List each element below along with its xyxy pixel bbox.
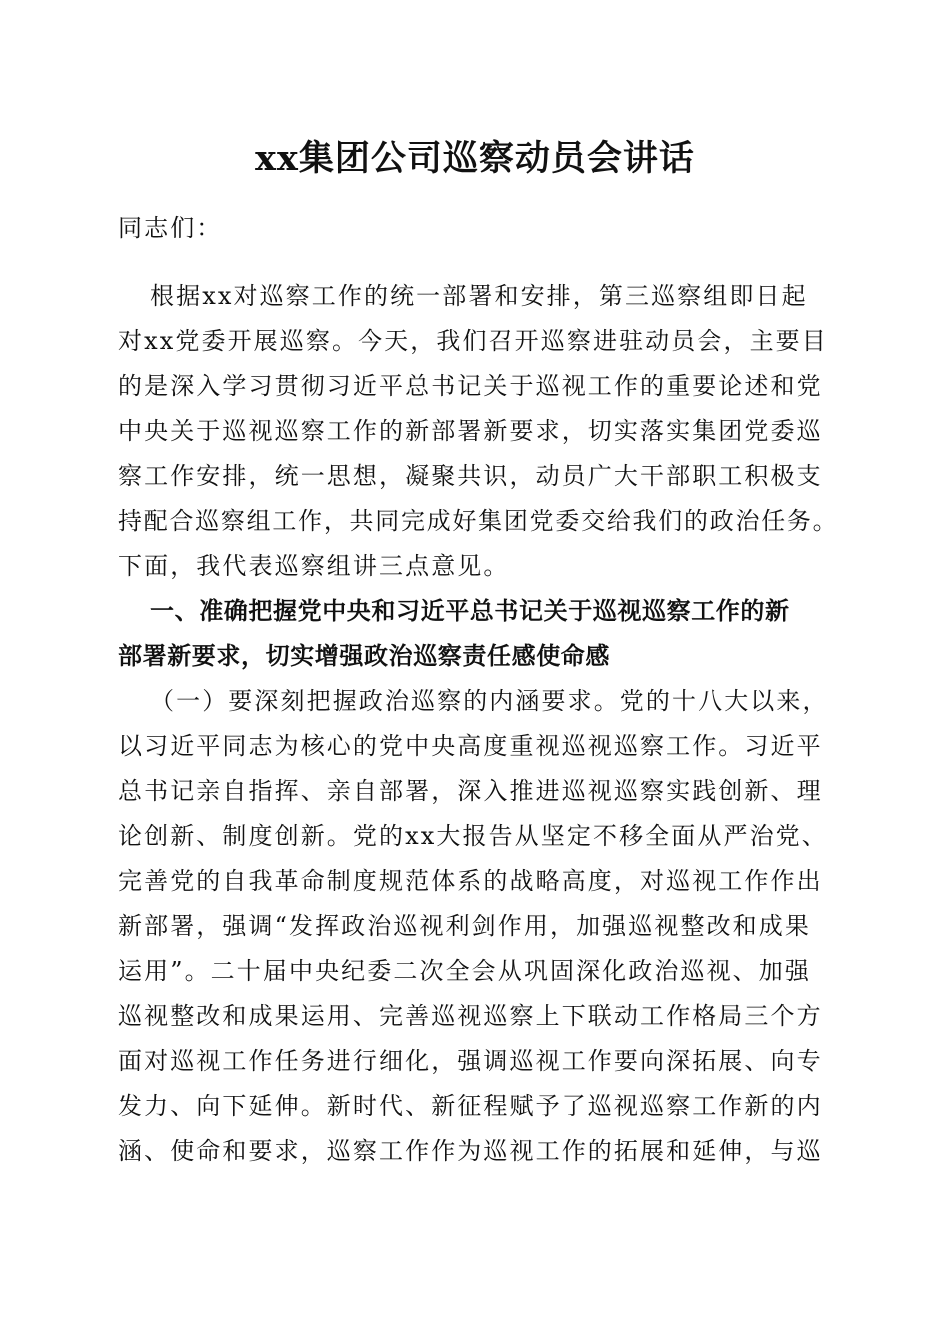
section-heading: 部署新要求，切实增强政治巡察责任感使命感: [118, 642, 610, 670]
paragraph-line: 面对巡视工作任务进行细化，强调巡视工作要向深拓展、向专: [118, 1047, 823, 1075]
paragraph-line: 持配合巡察组工作，共同完成好集团党委交给我们的政治任务。: [118, 507, 839, 535]
paragraph-line: 下面，我代表巡察组讲三点意见。: [118, 552, 510, 580]
paragraph-line: 以习近平同志为核心的党中央高度重视巡视巡察工作。习近平: [118, 732, 823, 760]
paragraph-line: 新部署，强调“发挥政治巡视利剑作用，加强巡视整改和成果: [118, 912, 811, 940]
paragraph-line: 中央关于巡视巡察工作的新部署新要求，切实落实集团党委巡: [118, 417, 823, 445]
paragraph-line: 的是深入学习贯彻习近平总书记关于巡视工作的重要论述和党: [118, 372, 823, 400]
section-heading: 一、准确把握党中央和习近平总书记关于巡视巡察工作的新: [150, 597, 790, 625]
paragraph-line: 对xx党委开展巡察。今天，我们召开巡察进驻动员会，主要目: [118, 327, 828, 355]
paragraph-line: 运用”。二十届中央纪委二次全会从巩固深化政治巡视、加强: [118, 957, 811, 985]
salutation: 同志们：: [118, 214, 223, 242]
paragraph-line: 根据xx对巡察工作的统一部署和安排，第三巡察组即日起: [150, 282, 808, 310]
paragraph-line: 发力、向下延伸。新时代、新征程赋予了巡视巡察工作新的内: [118, 1092, 823, 1120]
paragraph-line: 完善党的自我革命制度规范体系的战略高度，对巡视工作作出: [118, 867, 823, 895]
paragraph-line: 察工作安排，统一思想，凝聚共识，动员广大干部职工积极支: [118, 462, 823, 490]
paragraph-line: 涵、使命和要求，巡察工作作为巡视工作的拓展和延伸，与巡: [118, 1137, 823, 1165]
paragraph-line: （一）要深刻把握政治巡察的内涵要求。党的十八大以来，: [150, 687, 829, 715]
paragraph-line: 巡视整改和成果运用、完善巡视巡察上下联动工作格局三个方: [118, 1002, 823, 1030]
paragraph-line: 论创新、制度创新。党的xx大报告从坚定不移全面从严治党、: [118, 822, 828, 850]
paragraph-line: 总书记亲自指挥、亲自部署，深入推进巡视巡察实践创新、理: [118, 777, 823, 805]
document-title: xx集团公司巡察动员会讲话: [255, 138, 695, 179]
